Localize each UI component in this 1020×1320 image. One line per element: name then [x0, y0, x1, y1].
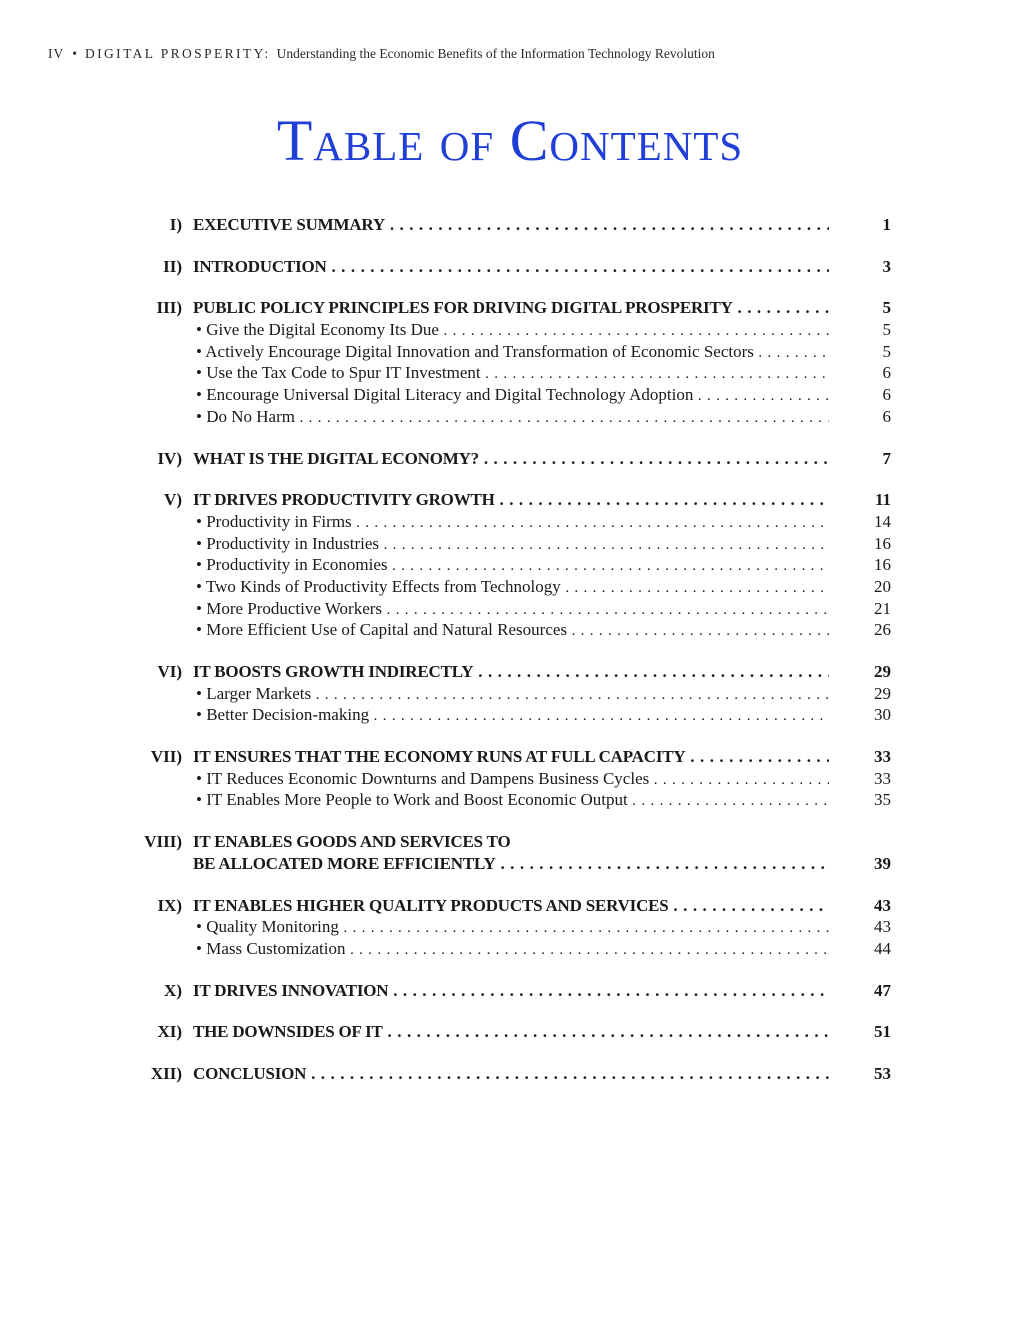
toc-section — [0, 297, 1020, 427]
toc-entry-label-container — [193, 489, 829, 511]
toc-subentry-label: • IT Reduces Economic Downturns and Dampens Business Cycles — [196, 768, 650, 788]
toc-subentry-label-container — [196, 341, 829, 365]
toc-section — [0, 1021, 1020, 1043]
toc-subentry[interactable] — [0, 511, 1020, 533]
table-of-contents — [0, 214, 1020, 1105]
toc-subentry-label-container — [196, 916, 829, 940]
toc-entry-label: BE ALLOCATED MORE EFFICIENTLY — [193, 853, 496, 873]
toc-subentry-page: 14 — [874, 511, 891, 531]
toc-entry[interactable] — [0, 980, 1020, 1002]
toc-subentry-page: 6 — [882, 406, 891, 426]
toc-entry-label-container — [193, 746, 829, 768]
toc-entry-number: XI) — [157, 1022, 182, 1042]
toc-entry-number: V) — [164, 490, 182, 510]
toc-subentry-page: 20 — [874, 576, 891, 596]
toc-subentry-page: 5 — [882, 320, 891, 340]
toc-entry-label: PUBLIC POLICY PRINCIPLES FOR DRIVING DIGITAL PROSPERITY — [193, 298, 733, 318]
toc-subentry[interactable] — [0, 533, 1020, 555]
toc-entry-label-container — [193, 661, 829, 683]
toc-subentry-label: • Encourage Universal Digital Literacy and Digital Technology Adoption — [196, 385, 694, 405]
running-head-bullet: • — [72, 46, 77, 61]
toc-subentry-label-container — [196, 768, 829, 792]
toc-entry-number: III) — [156, 298, 182, 318]
toc-entry[interactable] — [0, 448, 1020, 470]
toc-subentry-label: • Productivity in Firms — [196, 511, 352, 531]
toc-entry-page: 5 — [882, 298, 891, 318]
toc-entry-page: 29 — [874, 662, 891, 681]
toc-subentry-label: • More Efficient Use of Capital and Natural Resources — [196, 620, 568, 640]
toc-subentry[interactable] — [0, 319, 1020, 341]
toc-entry-label-container — [193, 214, 829, 236]
toc-subentry[interactable] — [0, 768, 1020, 790]
toc-subentry-page: 30 — [874, 705, 891, 725]
toc-entry-page: 47 — [874, 980, 891, 1000]
toc-entry-label-container — [193, 831, 829, 853]
toc-subentry-page: 16 — [874, 533, 891, 553]
toc-entry-page: 51 — [874, 1022, 891, 1042]
toc-entry-page: 3 — [882, 256, 891, 276]
toc-entry-label: INTRODUCTION — [193, 256, 327, 276]
toc-entry-number: I) — [169, 215, 182, 234]
toc-section — [0, 980, 1020, 1002]
toc-subentry[interactable] — [0, 576, 1020, 598]
toc-section — [0, 661, 1020, 726]
toc-entry-label: CONCLUSION — [193, 1063, 307, 1083]
toc-entry-label-container — [193, 853, 829, 875]
toc-entry-label: IT ENABLES HIGHER QUALITY PRODUCTS AND SERVICES — [193, 895, 669, 915]
toc-subentry-page: 6 — [882, 363, 891, 383]
toc-entry[interactable] — [0, 831, 1020, 853]
toc-entry-page: 1 — [882, 215, 891, 234]
toc-entry[interactable] — [0, 214, 1020, 236]
toc-subentry-label: • Do No Harm — [196, 406, 295, 426]
toc-entry[interactable] — [0, 256, 1020, 278]
toc-subentry-label-container — [196, 511, 829, 535]
toc-subentry-page: 33 — [874, 768, 891, 788]
toc-section — [0, 831, 1020, 874]
toc-entry-number: VII) — [150, 747, 182, 767]
toc-subentry[interactable] — [0, 598, 1020, 620]
toc-entry[interactable] — [0, 746, 1020, 768]
toc-entry-label: IT ENSURES THAT THE ECONOMY RUNS AT FULL CAPACITY — [193, 747, 686, 767]
toc-subentry-label-container — [196, 619, 829, 643]
toc-entry-page: 43 — [874, 895, 891, 915]
toc-entry-label-container — [193, 297, 829, 319]
toc-subentry-label: • More Productive Workers — [196, 598, 383, 618]
toc-entry[interactable] — [0, 895, 1020, 917]
toc-subentry[interactable] — [0, 938, 1020, 960]
toc-entry[interactable] — [0, 297, 1020, 319]
toc-entry-label: EXECUTIVE SUMMARY — [193, 215, 385, 234]
toc-section — [0, 746, 1020, 811]
toc-subentry-label-container — [196, 406, 829, 430]
toc-subentry-page: 26 — [874, 620, 891, 640]
toc-subentry-label: • Mass Customization — [196, 938, 346, 958]
toc-subentry-label-container — [196, 554, 829, 578]
toc-subentry[interactable] — [0, 916, 1020, 938]
toc-subentry-label: • Two Kinds of Productivity Effects from Technology — [196, 576, 561, 596]
toc-entry-number: X) — [164, 980, 182, 1000]
toc-entry[interactable] — [0, 661, 1020, 683]
toc-entry-label: IT ENABLES GOODS AND SERVICES TO — [193, 832, 511, 852]
toc-subentry-page: 21 — [874, 598, 891, 618]
toc-entry-number: IV) — [157, 448, 182, 468]
toc-subentry[interactable] — [0, 362, 1020, 384]
toc-subentry-label: • Give the Digital Economy Its Due — [196, 320, 439, 340]
toc-entry-label-container — [193, 895, 829, 917]
toc-entry-number: XII) — [150, 1063, 182, 1083]
running-head-page-number: IV — [48, 46, 65, 61]
toc-subentry-label-container — [196, 576, 829, 600]
toc-subentry[interactable] — [0, 619, 1020, 641]
toc-entry-number: VI) — [157, 662, 182, 681]
toc-subentry-page: 29 — [874, 683, 891, 703]
toc-subentry[interactable] — [0, 704, 1020, 726]
toc-subentry-label-container — [196, 938, 829, 962]
toc-entry-page: 53 — [874, 1063, 891, 1083]
toc-entry-label-container — [193, 980, 829, 1002]
toc-subentry-label: • Actively Encourage Digital Innovation and Transformation of Economic Sectors — [196, 341, 754, 361]
toc-entry[interactable] — [0, 489, 1020, 511]
toc-subentry-label: • Productivity in Industries — [196, 533, 380, 553]
toc-subentry-label: • Better Decision-making — [196, 705, 370, 725]
toc-subentry-page: 5 — [882, 341, 891, 361]
toc-section — [0, 489, 1020, 641]
toc-entry-label-container — [193, 1021, 829, 1043]
toc-section — [0, 256, 1020, 278]
running-head-series-title: DIGITAL PROSPERITY: — [84, 46, 271, 61]
toc-entry[interactable] — [0, 853, 1020, 875]
toc-entry-page: 7 — [882, 448, 891, 468]
toc-entry-label: IT DRIVES INNOVATION — [193, 980, 389, 1000]
toc-entry-page: 11 — [874, 490, 891, 510]
running-head-subtitle: Understanding the Economic Benefits of the Information Technology Revolution — [276, 46, 715, 61]
toc-subentry-label: • Use the Tax Code to Spur IT Investment — [196, 363, 481, 383]
toc-subentry-label-container — [196, 598, 829, 622]
toc-section — [0, 895, 1020, 960]
toc-entry-number: VIII) — [144, 832, 182, 852]
toc-section — [0, 1063, 1020, 1085]
toc-entry-label-container — [193, 256, 829, 278]
toc-entry-label-container — [193, 448, 829, 470]
toc-subentry[interactable] — [0, 554, 1020, 576]
toc-subentry-label-container — [196, 384, 829, 408]
toc-subentry-label-container — [196, 789, 829, 813]
toc-entry-number: II) — [163, 256, 182, 276]
toc-entry[interactable] — [0, 1021, 1020, 1043]
toc-entry-label: WHAT IS THE DIGITAL ECONOMY? — [193, 448, 479, 468]
running-head — [48, 46, 715, 62]
toc-subentry-page: 43 — [874, 917, 891, 937]
toc-subentry[interactable] — [0, 384, 1020, 406]
toc-entry-number: IX) — [157, 895, 182, 915]
toc-subentry[interactable] — [0, 406, 1020, 428]
toc-entry[interactable] — [0, 1063, 1020, 1085]
toc-subentry-page: 16 — [874, 555, 891, 575]
toc-entry-page: 33 — [874, 747, 891, 767]
toc-subentry-label: • IT Enables More People to Work and Boost Economic Output — [196, 790, 628, 810]
toc-subentry-label-container — [196, 533, 829, 557]
page-title: Table of Contents — [276, 108, 744, 173]
toc-subentry[interactable] — [0, 789, 1020, 811]
toc-subentry-page: 6 — [882, 385, 891, 405]
toc-subentry-label: • Quality Monitoring — [196, 917, 339, 937]
toc-subentry-page: 44 — [874, 938, 891, 958]
toc-entry-label-container — [193, 1063, 829, 1085]
toc-subentry-page: 35 — [874, 790, 891, 810]
toc-entry-label: THE DOWNSIDES OF IT — [193, 1022, 383, 1042]
toc-subentry-label-container — [196, 319, 829, 343]
toc-entry-label: IT DRIVES PRODUCTIVITY GROWTH — [193, 490, 495, 510]
toc-subentry-label: • Larger Markets — [196, 683, 312, 703]
toc-subentry-label-container — [196, 683, 829, 707]
toc-section — [0, 214, 1020, 236]
toc-subentry-label-container — [196, 362, 829, 386]
toc-entry-label: IT BOOSTS GROWTH INDIRECTLY — [193, 662, 474, 681]
toc-subentry-label-container — [196, 704, 829, 728]
toc-subentry[interactable] — [0, 683, 1020, 705]
toc-subentry[interactable] — [0, 341, 1020, 363]
toc-entry-page: 39 — [874, 853, 891, 873]
toc-subentry-label: • Productivity in Economies — [196, 555, 388, 575]
toc-section — [0, 448, 1020, 470]
